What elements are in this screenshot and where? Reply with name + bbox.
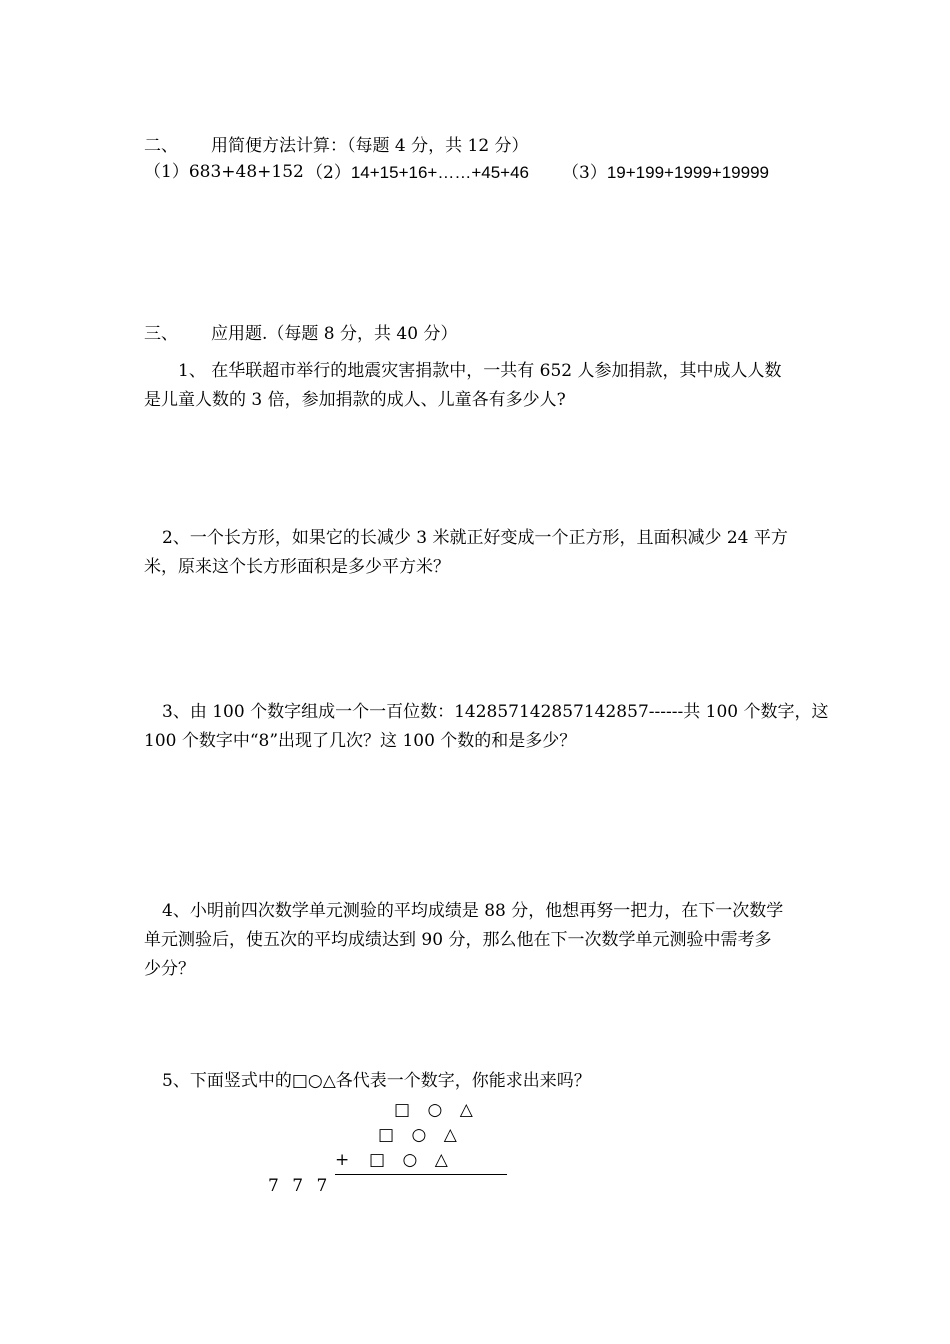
section-2-number: 二、 [144, 136, 178, 156]
question-2 [144, 524, 834, 582]
question-5 [144, 1067, 834, 1096]
addend-row-2: □ ○ △ [378, 1125, 463, 1145]
question-4-line-2: 单元测验后，使五次的平均成绩达到 90 分，那么他在下一次数学单元测验中需考多 [144, 930, 772, 950]
question-4-line-1: 4、小明前四次数学单元测验的平均成绩是 88 分，他想再努一把力，在下一次数学 [162, 901, 784, 921]
problem-2-number: （2） [306, 163, 351, 183]
addend-row-3: □ ○ △ [369, 1150, 454, 1170]
problem-1 [144, 164, 304, 181]
question-1 [144, 357, 834, 415]
addend-row-1: □ ○ △ [394, 1100, 479, 1120]
problem-3-number: （3） [562, 163, 607, 183]
sum-result: 7 7 7 [268, 1176, 332, 1196]
question-1-line-1: 1、 在华联超市举行的地震灾害捐款中，一共有 652 人参加捐款，其中成人人数 [178, 361, 782, 381]
problem-2-expression: 14+15+16+……+45+46 [350, 163, 530, 182]
section-2-title: 用简便方法计算：（每题 4 分，共 12 分） [211, 136, 529, 156]
question-3 [144, 698, 834, 756]
question-4-line-3: 少分？ [144, 959, 195, 979]
question-3-line-1: 3、由 100 个数字组成一个一百位数：142857142857142857------共 100 个数字，这 [162, 702, 829, 722]
question-1-line-2: 是儿童人数的 3 倍，参加捐款的成人、儿童各有多少人? [144, 390, 566, 410]
question-2-line-2: 米，原来这个长方形面积是多少平方米？ [144, 557, 450, 577]
section-3-title: 应用题.（每题 8 分，共 40 分） [211, 324, 458, 344]
problem-3-expression: 19+199+1999+19999 [606, 163, 769, 182]
section-3-number: 三、 [144, 324, 178, 344]
problem-1-number: （1） [144, 162, 189, 182]
question-4 [144, 897, 834, 984]
problem-1-expression: 683+48+152 [188, 162, 304, 182]
plus-sign: + [335, 1150, 356, 1170]
sum-line [335, 1174, 507, 1175]
problem-2 [306, 164, 529, 182]
problem-3 [562, 164, 769, 182]
question-5-text: 5、下面竖式中的□○△各代表一个数字，你能求出来吗？ [162, 1071, 591, 1091]
question-2-line-1: 2、一个长方形，如果它的长减少 3 米就正好变成一个正方形，且面积减少 24 平方 [162, 528, 788, 548]
question-3-line-2: 100 个数字中“8”出现了几次？这 100 个数的和是多少？ [144, 731, 577, 751]
